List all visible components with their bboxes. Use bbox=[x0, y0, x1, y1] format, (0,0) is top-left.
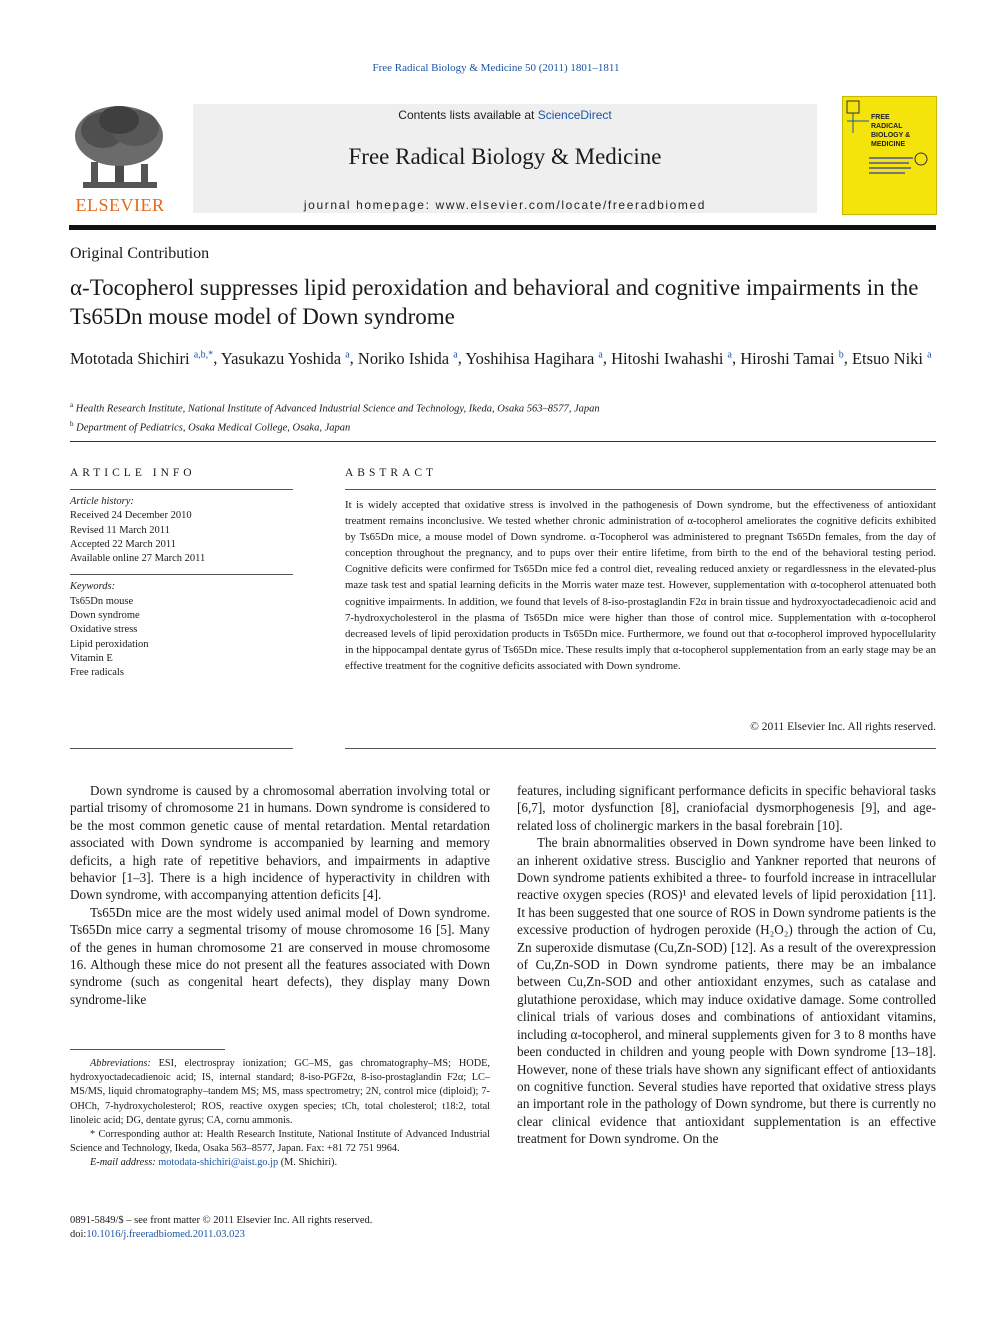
body-paragraph: The brain abnormalities observed in Down syndrome have been linked to an inherent oxidative stress. Busciglio and Yankner reported that neurons of Down syndrome patients exhibited a three- to fourfold increase in intracellular reactive oxygen species (ROS)¹ and elevated levels of lipid peroxidation [11]. It has been suggested that one source of ROS in Down syndrome patients is the excessive production of hydrogen peroxide (H₂O₂) through the action of Cu, Zn superoxide dismutase (Cu,Zn-SOD) [12]. As a result of the overexpression of Cu,Zn-SOD in Down syndrome patients, there may be an imbalance between Cu,Zn-SOD and other antioxidant enzymes, such as catalase and glutathione peroxidase, which may induce oxidative damage. Some controlled clinical trials of various doses and combinations of antioxidant vitamins, including α-tocopherol, and mineral supplements given for 3 to 8 months have been conducted in children and young people with Down syndrome [13–18]. However, none of these trials have shown any significant effect of antioxidants on cognitive function. Several studies have reported that oxidative stress plays an important role in the pathology of Down syndrome, but there is currently no clear clinical evidence that antioxidant supplementation is an effective treatment for Down syndrome. On the bbox=[517, 835, 936, 1147]
author-name: Hitoshi Iwahashi bbox=[611, 348, 724, 368]
author[interactable] bbox=[465, 349, 603, 368]
journal-cover-thumbnail[interactable] bbox=[842, 96, 937, 215]
cover-title-line: FREE bbox=[871, 114, 890, 121]
journal-citation[interactable]: Free Radical Biology & Medicine 50 (2011) 1801–1811 bbox=[372, 62, 620, 74]
email-footnote bbox=[70, 1156, 490, 1170]
author-name: Noriko Ishida bbox=[357, 348, 450, 368]
cover-title-line: BIOLOGY & bbox=[871, 132, 911, 139]
history-item: Available online 27 March 2011 bbox=[70, 553, 206, 565]
contents-line bbox=[193, 108, 817, 122]
body-column-right bbox=[517, 782, 936, 1148]
affiliation-marker: a bbox=[70, 401, 74, 409]
author-affiliation-marker[interactable]: a bbox=[345, 349, 350, 360]
abbreviations-text: ESI, electrospray ionization; GC–MS, gas chromatography–MS; HODE, hydroxyoctadecadienoic acid; IS, internal standard; 8-iso-PGF2α, 8-iso-prostaglandin F2α; LC–MS/MS, liquid chromatography–tandem MS; MS, mass spectrometry; 2N, control mice (diploid); 7-OHCh, 7-hydroxycholesterol; ROS, reactive oxygen species; tCh, total cholesterol; t18:2, total linoleic acid; DG, dentate gyrus; CA, cornu ammonis. bbox=[70, 1058, 490, 1126]
cover-title-line: RADICAL bbox=[871, 123, 903, 130]
author-affiliation-marker[interactable]: a bbox=[927, 349, 932, 360]
article-info-heading: ARTICLE INFO bbox=[70, 467, 196, 479]
tree-logo-icon bbox=[69, 104, 171, 192]
keyword-item: Vitamin E bbox=[70, 652, 113, 664]
doi-link[interactable]: 10.1016/j.freeradbiomed.2011.03.023 bbox=[86, 1229, 245, 1241]
doi-prefix: doi: bbox=[70, 1229, 87, 1241]
journal-homepage[interactable]: journal homepage: www.elsevier.com/locate/freeradbiomed bbox=[303, 198, 707, 212]
cover-art-icon bbox=[843, 97, 936, 214]
author[interactable] bbox=[358, 349, 458, 368]
body-paragraph: Down syndrome is caused by a chromosomal aberration involving total or partial trisomy of chromosome 21 in humans. Down syndrome is considered to be the most common genetic cause of mental retardation. Mental retardation associated with Down syndrome is accompanied by learning and memory deficits, a high rate of repetitive behaviors, and impairments in adaptive behavior [1–3]. There is a high incidence of hyperactivity in children with Down syndrome, with accompanying attention deficits [4]. bbox=[70, 783, 490, 903]
author-name: Yasukazu Yoshida bbox=[220, 348, 342, 368]
sciencedirect-link[interactable]: ScienceDirect bbox=[537, 108, 612, 122]
history-item: Accepted 22 March 2011 bbox=[70, 538, 177, 550]
contents-prefix: Contents lists available at bbox=[398, 108, 538, 122]
email-link[interactable]: motodata-shichiri@aist.go.jp bbox=[158, 1157, 279, 1169]
doi-line bbox=[70, 1228, 490, 1242]
author-name: Yoshihisa Hagihara bbox=[465, 348, 595, 368]
history-label: Article history: bbox=[70, 496, 134, 507]
keyword-item: Lipid peroxidation bbox=[70, 638, 149, 650]
elsevier-wordmark: ELSEVIER bbox=[75, 195, 165, 215]
footnote-rule bbox=[70, 1049, 225, 1050]
front-matter-line: 0891-5849/$ – see front matter © 2011 Elsevier Inc. All rights reserved. bbox=[70, 1215, 373, 1226]
divider bbox=[70, 489, 293, 490]
header-rule bbox=[69, 225, 936, 230]
author[interactable] bbox=[221, 349, 350, 368]
abbreviations-footnote bbox=[70, 1057, 490, 1128]
email-label: E-mail address: bbox=[90, 1157, 156, 1169]
body-paragraph: Ts65Dn mice are the most widely used animal model of Down syndrome. Ts65Dn mice carry a segmental trisomy of mouse chromosome 16 [5]. Many of the genes in human chromosome 21 are conserved in mouse chromosome 16. Although these mice do not present all the features associated with Down syndrome (such as congenital heart defects), they display many Down syndrome-like bbox=[70, 904, 490, 1007]
abstract-heading: ABSTRACT bbox=[345, 467, 438, 479]
abstract-text: It is widely accepted that oxidative stress is involved in the pathogenesis of Down syndrome, but the effectiveness of antioxidant treatment remains inconclusive. We tested whether chronic administration of α-tocopherol ameliorates the cognitive deficits exhibited by Ts65Dn mice, a mouse model of Down syndrome. α-Tocopherol was administered to pregnant Ts65Dn females, from the day of conception throughout the pregnancy, and to pups over their entire lifetime, from birth to the end of the behavioral testing period. Cognitive deficits were confirmed for Ts65Dn mice fed a control diet, revealing reduced anxiety or regardlessness in the elevated-plus maze task test and spatial learning deficits in the Morris water maze test. However, supplementation with α-tocopherol attenuated both cognitive impairments. In addition, we found that levels of 8-iso-prostaglandin F2α in brain tissue and hydroxyoctadecadienoic acid and 7-hydroxycholesterol in the plasma of Ts65Dn mice were higher than those of control mice. Supplementation with α-tocopherol decreased levels of lipid peroxidation products in Ts65Dn mice. Furthermore, we found out that α-tocopherol improved hypocellularity in the hippocampal dentate gyrus of Ts65Dn mice. These results imply that α-tocopherol supplementation from an early stage may be an effective treatment for the cognitive deficits associated with Down syndrome. bbox=[345, 499, 936, 672]
affiliation-text: Department of Pediatrics, Osaka Medical College, Osaka, Japan bbox=[76, 422, 351, 433]
divider bbox=[345, 748, 936, 749]
author-affiliation-marker[interactable]: a bbox=[727, 349, 732, 360]
author-affiliation-marker[interactable]: a bbox=[598, 349, 603, 360]
divider bbox=[345, 489, 936, 490]
article-section: Original Contribution bbox=[70, 245, 210, 262]
divider bbox=[70, 441, 936, 442]
body-paragraph: features, including significant performance deficits in specific behavioral tasks [6,7], motor dysfunction [8], craniofacial dysmorphogenesis [9], and age-related loss of cholinergic markers in the basal forebrain [10]. bbox=[517, 783, 936, 833]
author-list: Mototada Shichiri $^{a,b,*}$, Yasukazu Yoshida $^a$, Noriko Ishida $^a$, Yoshihisa Hagihara $^a$, Hitoshi Iwahashi $^a$, Hiroshi Tamai $^b$, Etsuo Niki $^a$ bbox=[70, 348, 932, 368]
author[interactable] bbox=[740, 349, 843, 368]
keywords-label: Keywords: bbox=[70, 581, 116, 593]
history-item: Received 24 December 2010 bbox=[70, 510, 192, 522]
divider bbox=[70, 748, 293, 749]
keyword-item: Ts65Dn mouse bbox=[70, 595, 134, 607]
elsevier-logo bbox=[69, 104, 171, 216]
affiliation-a bbox=[70, 398, 936, 417]
author[interactable] bbox=[70, 349, 213, 368]
abstract-copyright: © 2011 Elsevier Inc. All rights reserved. bbox=[750, 721, 936, 733]
author-affiliation-marker[interactable]: a,b,* bbox=[193, 349, 214, 360]
author-name: Hiroshi Tamai bbox=[740, 348, 835, 368]
author-name: Mototada Shichiri bbox=[70, 348, 190, 368]
journal-title: Free Radical Biology & Medicine bbox=[348, 144, 662, 169]
author-affiliation-marker[interactable]: a bbox=[453, 349, 458, 360]
author-affiliation-marker[interactable]: b bbox=[838, 349, 844, 360]
keyword-item: Free radicals bbox=[70, 667, 124, 679]
affiliation-marker: b bbox=[70, 419, 74, 428]
affiliation-b bbox=[70, 417, 936, 436]
divider bbox=[70, 574, 293, 575]
corresponding-footnote: * Corresponding author at: Health Research Institute, National Institute of Advanced Industrial Science and Technology, Ikeda, Osaka 563–8577, Japan. Fax: +81 72 751 9964. bbox=[70, 1129, 490, 1155]
journal-banner bbox=[193, 104, 817, 213]
affiliations bbox=[70, 398, 936, 435]
author[interactable] bbox=[611, 349, 732, 368]
keyword-item: Oxidative stress bbox=[70, 624, 138, 636]
author-name: Etsuo Niki bbox=[851, 348, 923, 368]
article-info bbox=[70, 495, 293, 681]
affiliation-text: Health Research Institute, National Institute of Advanced Industrial Science and Technology, Ikeda, Osaka 563–8577, Japan bbox=[75, 403, 600, 415]
keyword-item: Down syndrome bbox=[70, 610, 140, 622]
history-item: Revised 11 March 2011 bbox=[70, 524, 170, 536]
author[interactable] bbox=[852, 349, 932, 368]
email-suffix: (M. Shichiri). bbox=[280, 1157, 338, 1169]
article-title: α-Tocopherol suppresses lipid peroxidation and behavioral and cognitive impairments in the Ts65Dn mouse model of Down syndrome bbox=[70, 275, 919, 329]
abbreviations-label: Abbreviations: bbox=[90, 1058, 151, 1069]
body-column-left bbox=[70, 782, 490, 1008]
front-matter bbox=[70, 1214, 490, 1243]
footnotes bbox=[70, 1057, 490, 1171]
cover-title-line: MEDICINE bbox=[871, 141, 906, 148]
